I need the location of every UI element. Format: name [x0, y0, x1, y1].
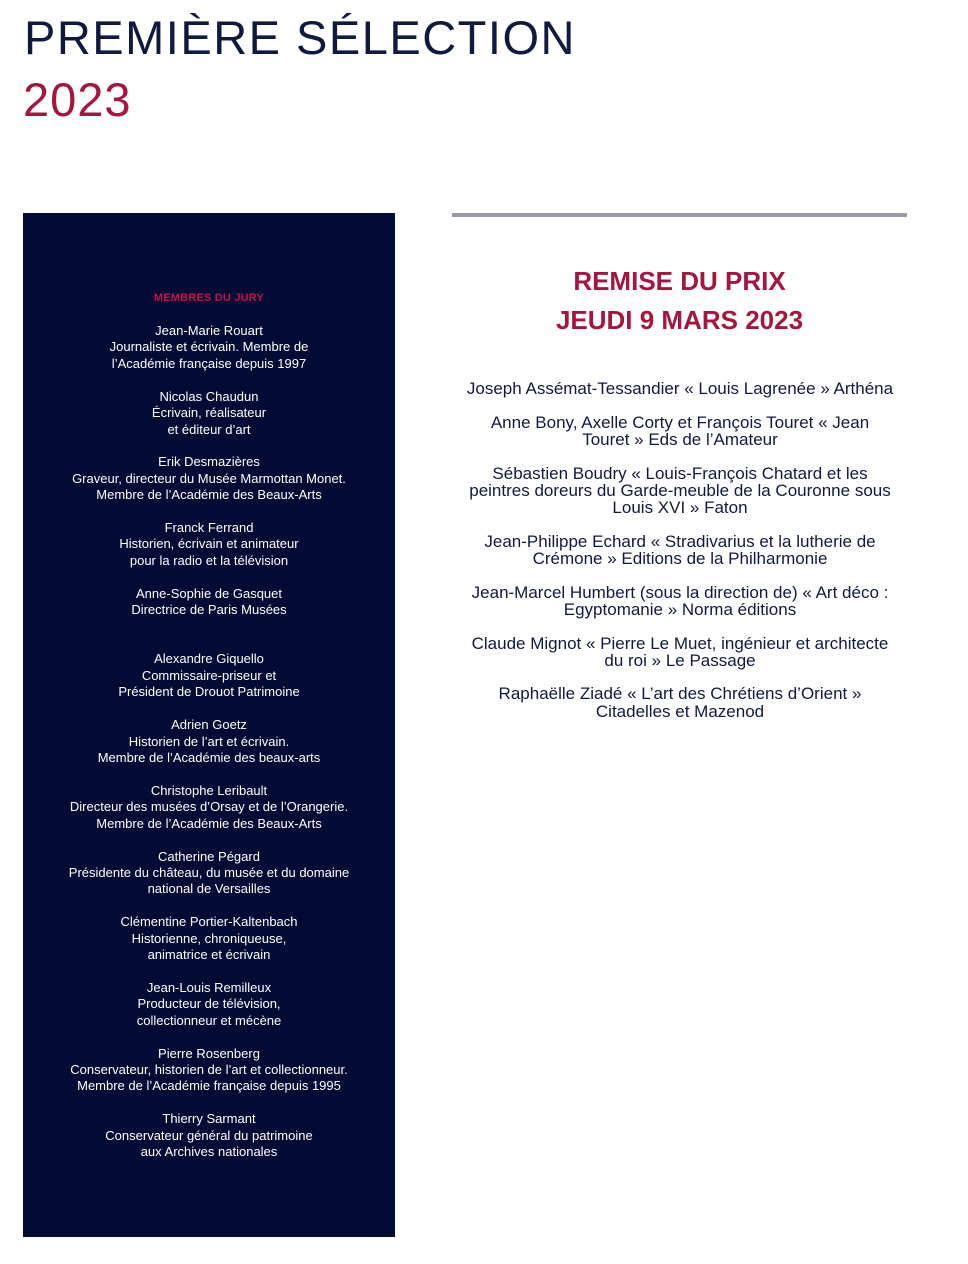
jury-member-name: Franck Ferrand	[164, 520, 254, 536]
jury-heading: MEMBRES DU JURY	[153, 292, 265, 304]
jury-member-role: Directrice de Paris Musées	[131, 602, 287, 618]
jury-member-role: Conservateur général du patrimoine	[105, 1127, 313, 1143]
jury-member-role: Président de Drouot Patrimoine	[118, 684, 300, 700]
book-entry-line: Claude Mignot « Pierre Le Muet, ingénieur et architecte	[471, 633, 889, 653]
jury-member-name: Pierre Rosenberg	[158, 1045, 260, 1061]
page-year: 2023	[23, 73, 132, 126]
jury-member-role: Conservateur, historien de l’art et collectionneur.	[70, 1061, 348, 1077]
book-entry-line: Touret » Eds de l’Amateur	[582, 429, 778, 449]
prize-date: JEUDI 9 MARS 2023	[555, 305, 804, 335]
jury-member-role: animatrice et écrivain	[147, 947, 271, 962]
jury-member	[23, 520, 395, 569]
jury-member-role: national de Versailles	[147, 881, 271, 897]
jury-member	[23, 323, 395, 372]
jury-member	[23, 980, 395, 1029]
jury-member-role: Membre de l’Académie des beaux-arts	[97, 749, 321, 765]
jury-member-role: pour la radio et la télévision	[129, 552, 289, 568]
jury-member	[23, 454, 395, 503]
jury-member-name: Alexandre Giquello	[154, 651, 264, 667]
jury-member-name: Anne-Sophie de Gasquet	[136, 585, 282, 601]
jury-member-name: Clémentine Portier-Kaltenbach	[120, 914, 298, 930]
book-entry-line: Crémone » Editions de la Philharmonie	[532, 548, 828, 568]
section-divider	[452, 213, 907, 217]
book-entry	[438, 533, 922, 567]
jury-member	[23, 586, 395, 635]
jury-member-role: Historienne, chroniqueuse,	[131, 930, 287, 946]
jury-list	[23, 323, 395, 1177]
book-entry-line: Jean-Marcel Humbert (sous la direction de) « Art déco :	[471, 582, 889, 602]
jury-member-name: Adrien Goetz	[171, 717, 247, 733]
jury-member-role: Membre de l’Académie française depuis 1995	[77, 1078, 341, 1094]
page-title: PREMIÈRE SÉLECTION	[24, 11, 576, 64]
jury-member-name: Nicolas Chaudun	[159, 388, 259, 404]
jury-member	[23, 783, 395, 832]
jury-member-role: Journaliste et écrivain. Membre de	[109, 339, 309, 355]
jury-member	[23, 1111, 395, 1160]
book-entry-line: Jean-Philippe Echard « Stradivarius et la lutherie de	[484, 531, 876, 551]
jury-member-name: Jean-Marie Rouart	[155, 323, 263, 338]
jury-member-role: Écrivain, réalisateur	[151, 405, 267, 421]
jury-member-name: Catherine Pégard	[158, 848, 260, 864]
book-entry-line: du roi » Le Passage	[604, 650, 756, 670]
jury-member-role: Historien de l’art et écrivain.	[128, 733, 290, 749]
jury-member-name: Erik Desmazières	[158, 454, 260, 470]
jury-member	[23, 717, 395, 766]
jury-member-role: Historien, écrivain et animateur	[119, 536, 299, 552]
jury-member-name: Christophe Leribault	[150, 782, 268, 798]
book-entry-line: Joseph Assémat-Tessandier « Louis Lagrenée » Arthéna	[466, 379, 894, 398]
jury-member-role: Producteur de télévision,	[137, 996, 281, 1012]
book-entry-line: Raphaëlle Ziadé « L’art des Chrétiens d’Orient »	[498, 684, 862, 704]
book-entry-line: Louis XVI » Faton	[612, 498, 748, 518]
book-entry-line: peintres doreurs du Garde-meuble de la Couronne sous	[469, 480, 891, 500]
book-entry-line: Anne Bony, Axelle Corty et François Touret « Jean	[490, 412, 870, 432]
selection-list	[438, 380, 922, 736]
prize-title	[452, 262, 907, 340]
jury-member-role: Graveur, directeur du Musée Marmottan Monet.	[72, 470, 346, 486]
jury-member	[23, 914, 395, 963]
book-entry	[438, 635, 922, 669]
jury-member	[23, 1046, 395, 1095]
book-entry-line: Sébastien Boudry « Louis-François Chatard et les	[492, 463, 868, 483]
jury-member-role: l’Académie française depuis 1997	[111, 355, 307, 371]
book-entry	[438, 465, 922, 517]
book-entry	[438, 380, 922, 397]
jury-member	[23, 849, 395, 898]
jury-member-name: Thierry Sarmant	[162, 1111, 256, 1127]
book-entry	[438, 414, 922, 448]
jury-member-role: Commissaire-priseur et	[141, 667, 277, 683]
jury-member-role: Membre de l’Académie des Beaux-Arts	[96, 487, 322, 503]
jury-member-role: Membre de l’Académie des Beaux-Arts	[96, 815, 322, 831]
book-entry-line: Egyptomanie » Norma éditions	[563, 599, 797, 619]
book-entry	[438, 685, 922, 719]
jury-panel	[23, 213, 395, 1237]
jury-member-role: Directeur des musées d’Orsay et de l’Orangerie.	[69, 799, 349, 815]
jury-member-role: et éditeur d’art	[167, 421, 251, 437]
book-entry	[438, 584, 922, 618]
jury-member	[23, 389, 395, 438]
prize-title-line: REMISE DU PRIX	[573, 266, 786, 296]
jury-member	[23, 651, 395, 700]
jury-member-name: Jean-Louis Remilleux	[146, 979, 272, 995]
book-entry-line: Citadelles et Mazenod	[595, 701, 765, 721]
jury-member-role: aux Archives nationales	[140, 1144, 278, 1160]
jury-member-role: collectionneur et mécène	[136, 1012, 282, 1028]
jury-member-role: Présidente du château, du musée et du domaine	[68, 864, 350, 880]
